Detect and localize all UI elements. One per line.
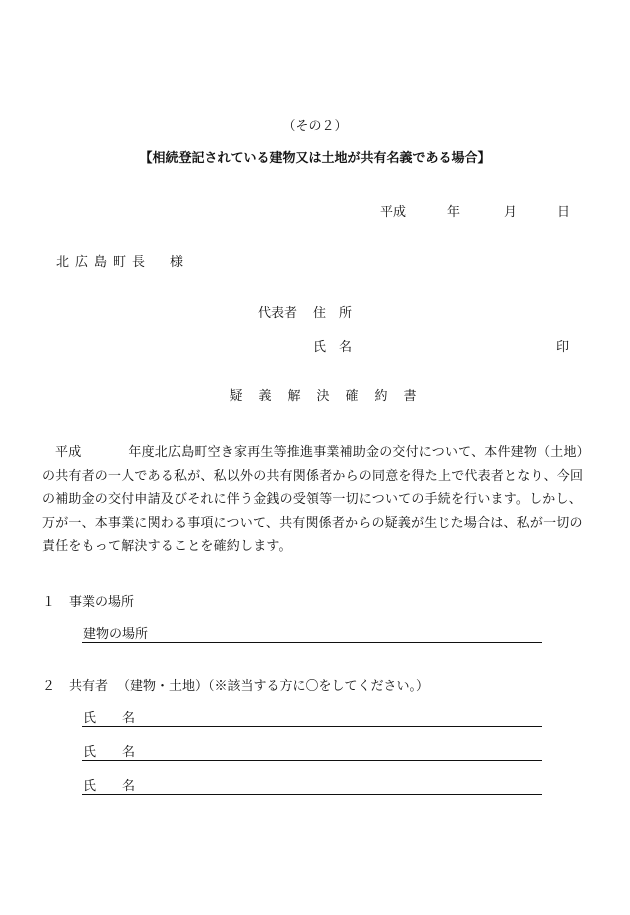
date-era: 平成 [380, 205, 407, 220]
name-label: 氏 名 [313, 340, 353, 355]
addressee: 北広島町長 様 [56, 255, 190, 270]
date-day: 日 [557, 205, 571, 220]
co-owner-name-line-1 [82, 726, 542, 727]
address-label: 住 所 [313, 306, 353, 321]
co-owner-name-label-3: 氏 名 [83, 779, 136, 794]
section-2-note: （建物・土地）（※該当する方に〇をしてください。） [117, 679, 430, 694]
section-2-title: 共有者 [69, 679, 109, 694]
section-2-number: ２ [42, 679, 56, 694]
date-month: 月 [504, 205, 518, 220]
section-1-title: 事業の場所 [69, 595, 135, 610]
co-owner-name-line-3 [82, 794, 542, 795]
co-owner-name-label-1: 氏 名 [83, 711, 136, 726]
co-owner-name-label-2: 氏 名 [83, 745, 136, 760]
building-location-label: 建物の場所 [83, 627, 149, 642]
seal-mark: 印 [556, 340, 570, 355]
section-1-number: １ [42, 595, 56, 610]
date-year: 年 [447, 205, 461, 220]
body-paragraph [42, 441, 594, 559]
body-era: 平成 [55, 445, 82, 460]
representative-label: 代表者 [258, 306, 298, 321]
document-heading: 【相続登記されている建物又は土地が共有名義である場合】 [139, 151, 491, 166]
co-owner-name-line-2 [82, 760, 542, 761]
building-location-line [82, 642, 542, 643]
document-title: 疑義解決確約書 [229, 389, 433, 404]
subtitle: （その２） [282, 119, 348, 134]
body-text: 年度北広島町空き家再生等推進事業補助金の交付について、本件建物（土地）の共有者の一人である私が、私以外の共有関係者からの同意を得た上で代表者となり、今回の補助金の交付申請及びそれに伴う金銭の受領等一切についての手続を行います。しかし、万が一、本事業に関わる事項について、共有関係者からの疑義が生じた場合は、私が一切の責任をもって解決することを確約します。 [42, 445, 590, 554]
